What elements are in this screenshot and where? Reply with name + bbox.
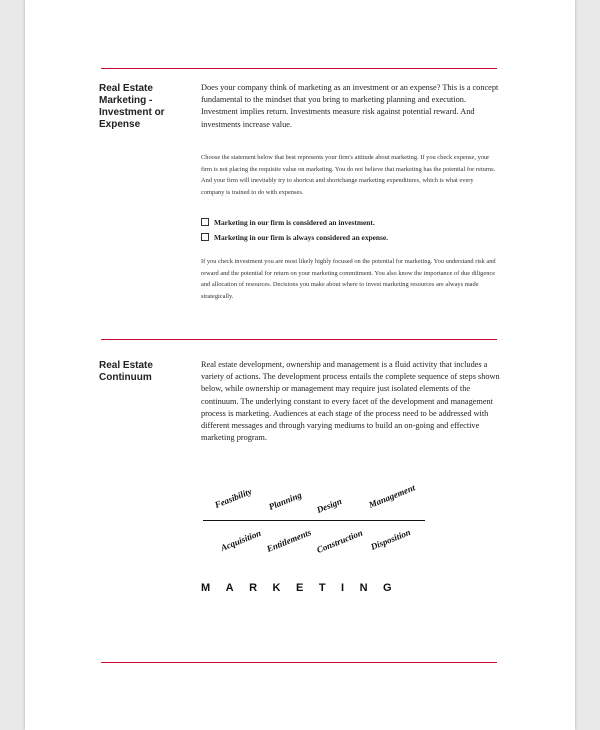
term-acquisition: Acquisition [219,527,263,553]
term-disposition: Disposition [369,526,412,552]
term-construction: Construction [315,527,364,555]
continuum-body: Real estate development, ownership and management is a fluid activity that includes a variety of actions. The development process entails the complete sequence of steps shown below, while ownership or management may require just isolated elements of the continuum. The underlying constant to every facet of the development and management process is marketing. Audiences at each stage of the process need to be addressed with different messages and through varying mediums to build an on-going and effective marketing program. [201,360,500,443]
attitude-checklist [201,216,501,245]
investment-heading: Real Estate Marketing - Investment or Expense [99,83,165,130]
checkbox-icon[interactable] [201,218,209,226]
checklist-item[interactable] [201,216,501,231]
middle-rule [101,339,497,340]
investment-intro: Does your company think of marketing as an investment or an expense? This is a concept fundamental to the mindset that you bring to marketing planning and execution. Investment implies return. Investments measure risk against potential reward. And investments increase value. [201,83,499,129]
checkbox-icon[interactable] [201,233,209,241]
continuum-diagram [185,472,445,572]
term-planning: Planning [267,489,304,512]
continuum-heading: Real Estate Continuum [99,360,153,383]
top-rule [101,68,497,69]
term-management: Management [367,482,417,510]
term-feasibility: Feasibility [213,486,254,510]
checklist-item[interactable] [201,231,501,246]
document-page [25,0,575,730]
checklist-item-label: Marketing in our firm is considered an investment. [214,218,375,227]
term-entitlements: Entitlements [265,527,313,554]
term-design: Design [315,495,344,515]
checklist-item-label: Marketing in our firm is always considered an expense. [214,232,389,242]
continuum-line [203,520,425,521]
marketing-wordmark: MARKETING [201,582,408,594]
investment-instructions: Choose the statement below that best represents your firm's attitude about marketing. If you check expense, your firm is not placing the requisite value on marketing. You do not believe that marketing has the potential for returns. And your firm will inevitably try to shortcut and shortchange marketing expenditures, which is what every company is trained to do with expenses. [201,154,496,197]
investment-followup: If you check investment you are most likely highly focused on the potential for marketing. You understand risk and reward and the potential for return on your marketing commitment. You also know the importance of due diligence and allocation of resources. Decisions you make about where to invest marketing resources are always made strategically. [201,258,496,301]
bottom-rule [101,662,497,663]
